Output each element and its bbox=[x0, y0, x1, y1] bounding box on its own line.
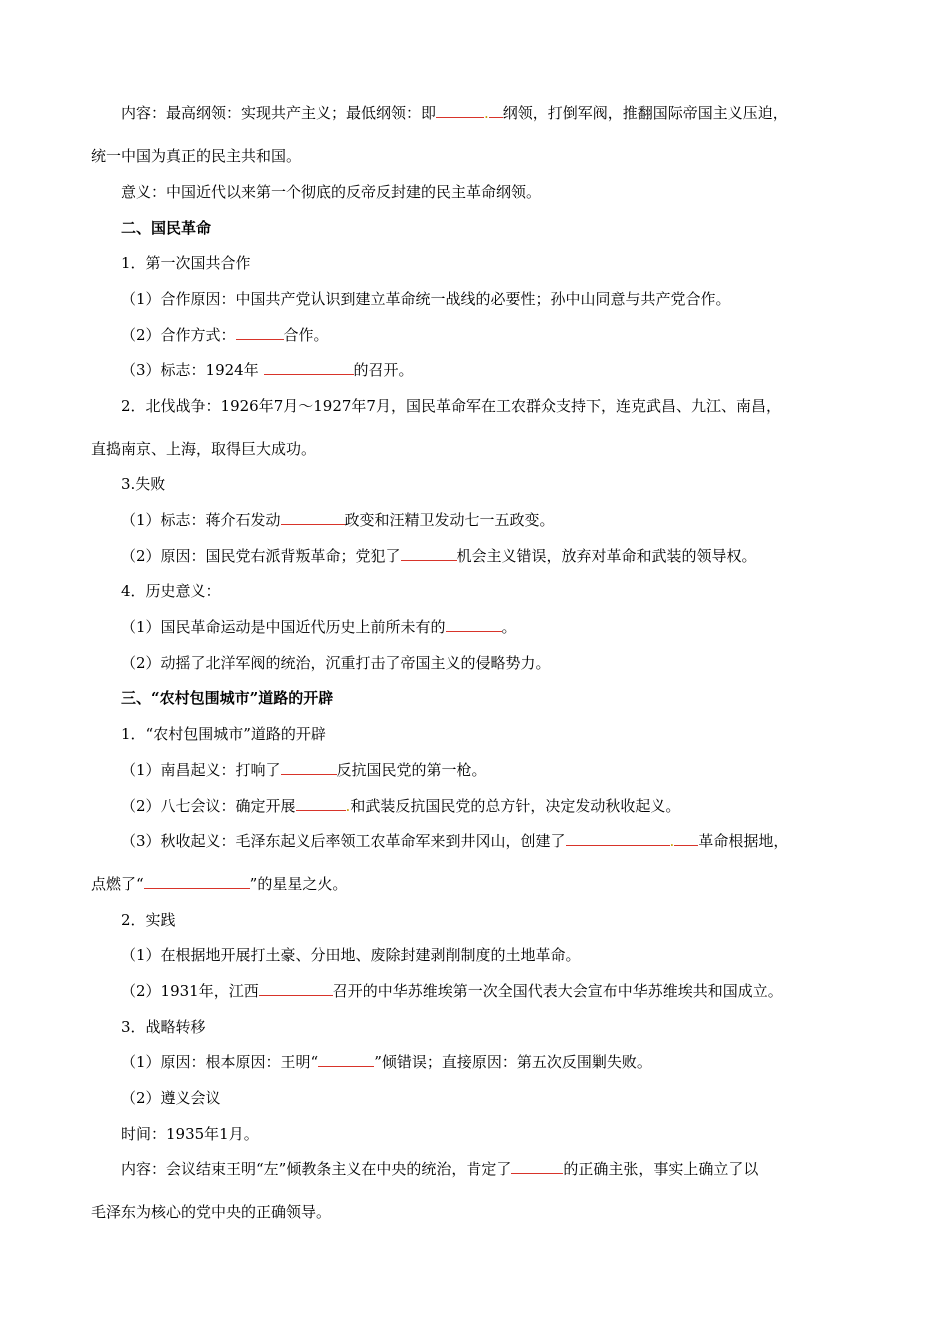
text-segment: ”的星星之火。 bbox=[249, 875, 348, 893]
text-segment: 内容：最高纲领：实现共产主义；最低纲领：即 bbox=[121, 104, 437, 122]
section-heading: 二、国民革命 bbox=[121, 219, 212, 237]
text-segment: 机会主义错误，放弃对革命和武装的领导权。 bbox=[456, 547, 757, 565]
subsection-heading: 3．战略转移 bbox=[121, 1018, 206, 1036]
text-line bbox=[0, 874, 950, 894]
fill-blank[interactable] bbox=[281, 510, 345, 525]
fill-blank[interactable] bbox=[511, 1159, 563, 1174]
text-segment: 合作。 bbox=[283, 326, 329, 344]
fill-blank[interactable] bbox=[401, 546, 457, 561]
text-line: 毛泽东为核心的党中央的正确领导。 bbox=[91, 1203, 332, 1221]
program-content-line bbox=[0, 103, 950, 123]
fill-blank[interactable] bbox=[489, 103, 503, 118]
text-segment: 纲领，打倒军阀，推翻国际帝国主义压迫， bbox=[502, 104, 788, 122]
subsection-heading: 1．“农村包围城市”道路的开辟 bbox=[121, 725, 326, 743]
text-line bbox=[0, 1159, 950, 1179]
text-segment: （1）南昌起义：打响了 bbox=[121, 761, 281, 779]
fill-blank[interactable] bbox=[436, 103, 484, 118]
text-line: （1）合作原因：中国共产党认识到建立革命统一战线的必要性；孙中山同意与共产党合作。 bbox=[121, 290, 731, 308]
fill-blank[interactable] bbox=[318, 1052, 374, 1067]
text-line bbox=[0, 981, 950, 1001]
text-segment: （2）合作方式： bbox=[121, 326, 236, 344]
text-segment: 反抗国民党的第一枪。 bbox=[336, 761, 487, 779]
fill-blank[interactable] bbox=[281, 760, 337, 775]
text-line: （2）动摇了北洋军阀的统治，沉重打击了帝国主义的侵略势力。 bbox=[121, 654, 551, 672]
text-line bbox=[0, 360, 950, 380]
text-line bbox=[0, 796, 950, 816]
fill-blank[interactable] bbox=[674, 831, 698, 846]
text-segment: （2）八七会议：确定开展 bbox=[121, 797, 296, 815]
fill-blank[interactable] bbox=[566, 831, 670, 846]
subsection-heading: 4．历史意义： bbox=[121, 582, 221, 600]
text-segment: （3）标志：1924年 bbox=[121, 361, 264, 379]
text-segment: （2）1931年，江西 bbox=[121, 982, 259, 1000]
text-segment: （1）标志：蒋介石发动 bbox=[121, 511, 281, 529]
text-segment: 和武装反抗国民党的总方针，决定发动秋收起义。 bbox=[350, 797, 681, 815]
text-segment: 点燃了“ bbox=[91, 875, 144, 893]
text-segment: 的召开。 bbox=[353, 361, 414, 379]
text-line bbox=[0, 510, 950, 530]
fill-blank[interactable] bbox=[236, 325, 284, 340]
text-segment: 革命根据地， bbox=[698, 832, 789, 850]
dot-marker: . bbox=[345, 797, 351, 815]
text-segment: 内容：会议结束王明“左”倾教条主义在中央的统治，肯定了 bbox=[121, 1160, 512, 1178]
text-line bbox=[0, 760, 950, 780]
text-line bbox=[0, 325, 950, 345]
fill-blank[interactable] bbox=[296, 796, 346, 811]
fill-blank[interactable] bbox=[259, 981, 333, 996]
text-line bbox=[0, 546, 950, 566]
text-line bbox=[0, 617, 950, 637]
text-segment: （1）国民革命运动是中国近代历史上前所未有的 bbox=[121, 618, 446, 636]
text-segment: 。 bbox=[501, 618, 517, 636]
text-segment: 召开的中华苏维埃第一次全国代表大会宣布中华苏维埃共和国成立。 bbox=[332, 982, 783, 1000]
text-segment: （1）原因：根本原因：王明“ bbox=[121, 1053, 319, 1071]
text-line bbox=[0, 1052, 950, 1072]
text-line: （2）遵义会议 bbox=[121, 1089, 221, 1107]
dot-marker: . bbox=[669, 832, 675, 850]
text-segment: 政变和汪精卫发动七一五政变。 bbox=[344, 511, 555, 529]
fill-blank[interactable] bbox=[264, 360, 354, 375]
text-line bbox=[0, 831, 950, 851]
subsection-heading: 1．第一次国共合作 bbox=[121, 254, 251, 272]
text-segment: （3）秋收起义：毛泽东起义后率领工农革命军来到井冈山，创建了 bbox=[121, 832, 566, 850]
text-segment: 的正确主张，事实上确立了以 bbox=[563, 1160, 759, 1178]
text-line: 2．北伐战争：1926年7月～1927年7月，国民革命军在工农群众支持下，连克武昌、九江、南昌， bbox=[121, 397, 781, 415]
subsection-heading: 3.失败 bbox=[121, 475, 166, 493]
text-line: 直捣南京、上海，取得巨大成功。 bbox=[91, 440, 317, 458]
fill-blank[interactable] bbox=[446, 617, 502, 632]
text-segment: ”倾错误；直接原因：第五次反围剿失败。 bbox=[374, 1053, 652, 1071]
fill-blank[interactable] bbox=[144, 874, 250, 889]
text-line: 时间：1935年1月。 bbox=[121, 1125, 259, 1143]
text-line: 意义：中国近代以来第一个彻底的反帝反封建的民主革命纲领。 bbox=[121, 183, 542, 201]
section-heading: 三、“农村包围城市”道路的开辟 bbox=[121, 689, 334, 707]
text-line: （1）在根据地开展打土豪、分田地、废除封建剥削制度的土地革命。 bbox=[121, 946, 581, 964]
text-line: 统一中国为真正的民主共和国。 bbox=[91, 147, 302, 165]
subsection-heading: 2．实践 bbox=[121, 911, 176, 929]
text-segment: （2）原因：国民党右派背叛革命；党犯了 bbox=[121, 547, 401, 565]
dot-marker: . bbox=[484, 104, 489, 122]
